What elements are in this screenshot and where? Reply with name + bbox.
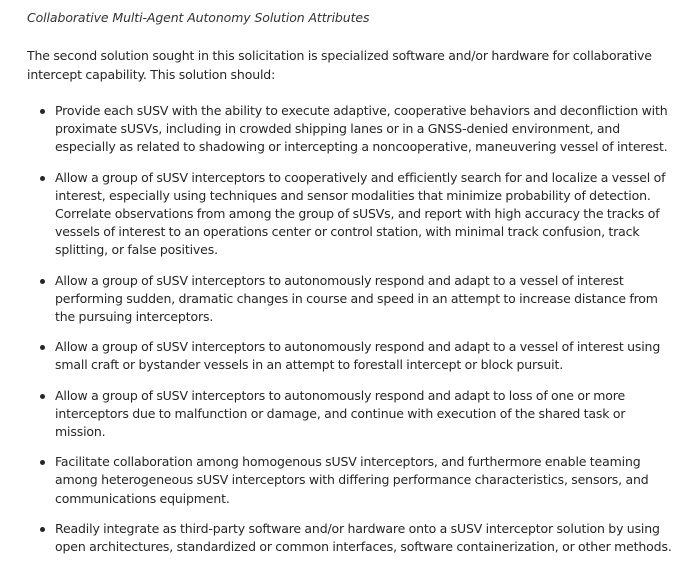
list-item bbox=[27, 102, 677, 157]
list-item bbox=[27, 169, 677, 260]
list-item-text: Allow a group of sUSV interceptors to autonomously respond and adapt to a vessel of interest using small craft or bystander vessels in an attempt to forestall intercept or block pursuit. bbox=[55, 339, 661, 373]
intro-paragraph: The second solution sought in this solicitation is specialized software and/or hardware for collaborative intercept capability. This solution should: bbox=[27, 48, 652, 82]
list-item bbox=[27, 520, 677, 556]
list-item-text: Facilitate collaboration among homogenous sUSV interceptors, and furthermore enable teaming among heterogeneous sUSV interceptors with differing performance characteristics, sensors, and communications equipment. bbox=[55, 454, 649, 506]
list-item-text: Allow a group of sUSV interceptors to cooperatively and efficiently search for and localize a vessel of interest, especially using techniques and sensor modalities that minimize probability of detection. Correlate observations from among the group of sUSVs, and report with high accuracy the tracks of vessels of interest to an operations center or control station, with minimal track confusion, track splitting, or false positives. bbox=[55, 169, 666, 258]
attribute-list bbox=[27, 102, 677, 556]
list-item bbox=[27, 338, 677, 374]
bullet-icon bbox=[40, 109, 45, 114]
list-item-text: Allow a group of sUSV interceptors to autonomously respond and adapt to a vessel of interest performing sudden, dramatic changes in course and speed in an attempt to increase distance from the pursuing interceptors. bbox=[55, 272, 658, 325]
list-item-text: Provide each sUSV with the ability to execute adaptive, cooperative behaviors and deconfliction with proximate sUSVs, including in crowded shipping lanes or in a GNSS-denied environment, and especially as related to shadowing or intercepting a noncooperative, maneuvering vessel of interest. bbox=[55, 103, 668, 155]
bullet-icon bbox=[40, 394, 45, 399]
list-item-text: Readily integrate as third-party software and/or hardware onto a sUSV interceptor solution by using open architectures, standardized or common interfaces, software containerization, or other methods. bbox=[55, 520, 672, 555]
list-item bbox=[27, 453, 677, 508]
bullet-icon bbox=[40, 279, 45, 284]
document-section bbox=[27, 9, 677, 568]
bullet-icon bbox=[40, 345, 45, 350]
list-item bbox=[27, 272, 677, 327]
list-item bbox=[27, 387, 677, 442]
bullet-icon bbox=[40, 527, 45, 532]
list-item-text: Allow a group of sUSV interceptors to autonomously respond and adapt to loss of one or more interceptors due to malfunction or damage, and continue with execution of the shared task or mission. bbox=[55, 387, 626, 440]
bullet-icon bbox=[40, 176, 45, 181]
section-subheading: Collaborative Multi-Agent Autonomy Solution Attributes bbox=[27, 10, 370, 25]
bullet-icon bbox=[40, 460, 45, 465]
